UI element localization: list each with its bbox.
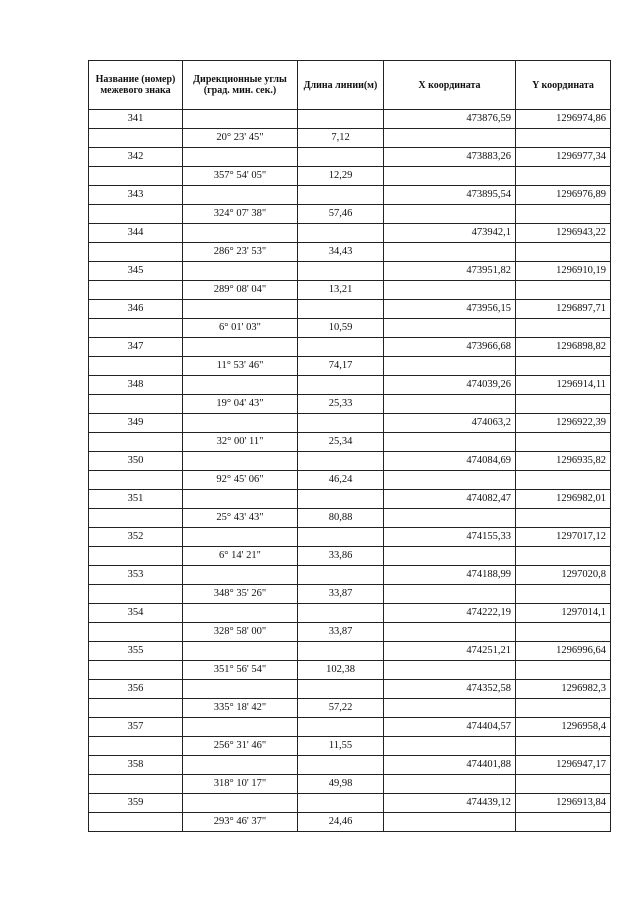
direction-angle-cell: 20° 23' 45" (183, 129, 298, 148)
x-coordinate-cell (384, 357, 516, 376)
table-row (89, 604, 611, 623)
line-length-cell (298, 528, 384, 547)
line-length-cell: 49,98 (298, 775, 384, 794)
mark-name-cell (89, 813, 183, 832)
table-body (89, 110, 611, 832)
x-coordinate-cell (384, 167, 516, 186)
x-coordinate-cell (384, 699, 516, 718)
line-length-cell: 33,87 (298, 585, 384, 604)
mark-name-cell: 358 (89, 756, 183, 775)
table-row (89, 490, 611, 509)
table-row (89, 319, 611, 338)
y-coordinate-cell: 1296943,22 (516, 224, 611, 243)
y-coordinate-cell: 1296974,86 (516, 110, 611, 129)
y-coordinate-cell: 1296982,01 (516, 490, 611, 509)
line-length-cell: 13,21 (298, 281, 384, 300)
direction-angle-cell (183, 452, 298, 471)
mark-name-cell: 343 (89, 186, 183, 205)
x-coordinate-cell (384, 813, 516, 832)
mark-name-cell: 347 (89, 338, 183, 357)
coordinates-table (88, 60, 611, 832)
table-row (89, 110, 611, 129)
x-coordinate-cell (384, 775, 516, 794)
table-row (89, 205, 611, 224)
line-length-cell (298, 338, 384, 357)
mark-name-cell (89, 737, 183, 756)
mark-name-cell (89, 319, 183, 338)
mark-name-cell: 342 (89, 148, 183, 167)
direction-angle-cell: 318° 10' 17" (183, 775, 298, 794)
line-length-cell: 25,34 (298, 433, 384, 452)
mark-name-cell: 353 (89, 566, 183, 585)
x-coordinate-cell: 474401,88 (384, 756, 516, 775)
x-coordinate-cell (384, 243, 516, 262)
mark-name-cell (89, 699, 183, 718)
x-coordinate-cell: 473966,68 (384, 338, 516, 357)
line-length-cell (298, 680, 384, 699)
mark-name-cell (89, 433, 183, 452)
x-coordinate-cell (384, 661, 516, 680)
direction-angle-cell (183, 300, 298, 319)
table-row (89, 509, 611, 528)
mark-name-cell: 359 (89, 794, 183, 813)
x-coordinate-cell: 473883,26 (384, 148, 516, 167)
header-y-coordinate: Y координата (516, 61, 611, 110)
y-coordinate-cell (516, 661, 611, 680)
y-coordinate-cell (516, 509, 611, 528)
x-coordinate-cell (384, 737, 516, 756)
y-coordinate-cell: 1296914,11 (516, 376, 611, 395)
y-coordinate-cell: 1296910,19 (516, 262, 611, 281)
line-length-cell: 33,86 (298, 547, 384, 566)
line-length-cell (298, 718, 384, 737)
line-length-cell (298, 604, 384, 623)
x-coordinate-cell: 474082,47 (384, 490, 516, 509)
y-coordinate-cell: 1296898,82 (516, 338, 611, 357)
x-coordinate-cell: 474352,58 (384, 680, 516, 699)
mark-name-cell: 349 (89, 414, 183, 433)
direction-angle-cell (183, 224, 298, 243)
y-coordinate-cell: 1296947,17 (516, 756, 611, 775)
direction-angle-cell: 6° 14' 21" (183, 547, 298, 566)
y-coordinate-cell: 1296897,71 (516, 300, 611, 319)
line-length-cell: 46,24 (298, 471, 384, 490)
table-row (89, 300, 611, 319)
table-row (89, 680, 611, 699)
table-row (89, 642, 611, 661)
y-coordinate-cell (516, 433, 611, 452)
line-length-cell: 11,55 (298, 737, 384, 756)
table-row (89, 623, 611, 642)
mark-name-cell: 351 (89, 490, 183, 509)
header-mark-name: Название (номер) межевого знака (89, 61, 183, 110)
table-row (89, 547, 611, 566)
x-coordinate-cell (384, 585, 516, 604)
y-coordinate-cell (516, 585, 611, 604)
x-coordinate-cell: 473876,59 (384, 110, 516, 129)
y-coordinate-cell (516, 813, 611, 832)
y-coordinate-cell (516, 319, 611, 338)
y-coordinate-cell: 1296976,89 (516, 186, 611, 205)
line-length-cell: 102,38 (298, 661, 384, 680)
x-coordinate-cell (384, 509, 516, 528)
x-coordinate-cell: 474063,2 (384, 414, 516, 433)
line-length-cell (298, 642, 384, 661)
direction-angle-cell (183, 604, 298, 623)
table-row (89, 566, 611, 585)
table-row (89, 471, 611, 490)
direction-angle-cell: 256° 31' 46" (183, 737, 298, 756)
line-length-cell (298, 262, 384, 281)
direction-angle-cell: 289° 08' 04" (183, 281, 298, 300)
direction-angle-cell: 11° 53' 46" (183, 357, 298, 376)
y-coordinate-cell (516, 623, 611, 642)
mark-name-cell: 350 (89, 452, 183, 471)
line-length-cell: 12,29 (298, 167, 384, 186)
direction-angle-cell: 92° 45' 06" (183, 471, 298, 490)
line-length-cell (298, 224, 384, 243)
y-coordinate-cell (516, 281, 611, 300)
direction-angle-cell (183, 338, 298, 357)
direction-angle-cell (183, 186, 298, 205)
direction-angle-cell: 335° 18' 42" (183, 699, 298, 718)
y-coordinate-cell (516, 775, 611, 794)
direction-angle-cell (183, 680, 298, 699)
x-coordinate-cell (384, 471, 516, 490)
direction-angle-cell: 357° 54' 05" (183, 167, 298, 186)
mark-name-cell: 352 (89, 528, 183, 547)
line-length-cell: 74,17 (298, 357, 384, 376)
y-coordinate-cell: 1296977,34 (516, 148, 611, 167)
mark-name-cell (89, 281, 183, 300)
line-length-cell: 25,33 (298, 395, 384, 414)
y-coordinate-cell (516, 357, 611, 376)
x-coordinate-cell (384, 281, 516, 300)
y-coordinate-cell: 1296913,84 (516, 794, 611, 813)
table-row (89, 528, 611, 547)
x-coordinate-cell: 474439,12 (384, 794, 516, 813)
x-coordinate-cell: 474039,26 (384, 376, 516, 395)
table-row (89, 395, 611, 414)
direction-angle-cell: 348° 35' 26" (183, 585, 298, 604)
direction-angle-cell: 351° 56' 54" (183, 661, 298, 680)
y-coordinate-cell (516, 395, 611, 414)
line-length-cell: 7,12 (298, 129, 384, 148)
mark-name-cell (89, 775, 183, 794)
direction-angle-cell: 25° 43' 43" (183, 509, 298, 528)
direction-angle-cell (183, 566, 298, 585)
table-row (89, 585, 611, 604)
x-coordinate-cell (384, 395, 516, 414)
y-coordinate-cell: 1296996,64 (516, 642, 611, 661)
header-x-coordinate: X координата (384, 61, 516, 110)
x-coordinate-cell (384, 623, 516, 642)
y-coordinate-cell: 1296958,4 (516, 718, 611, 737)
y-coordinate-cell: 1297017,12 (516, 528, 611, 547)
direction-angle-cell (183, 794, 298, 813)
y-coordinate-cell (516, 547, 611, 566)
mark-name-cell: 348 (89, 376, 183, 395)
line-length-cell (298, 186, 384, 205)
y-coordinate-cell: 1297020,8 (516, 566, 611, 585)
header-direction-angle: Дирекционные углы (град. мин. сек.) (183, 61, 298, 110)
mark-name-cell (89, 243, 183, 262)
table-row (89, 186, 611, 205)
x-coordinate-cell: 473895,54 (384, 186, 516, 205)
y-coordinate-cell: 1296982,3 (516, 680, 611, 699)
x-coordinate-cell (384, 205, 516, 224)
mark-name-cell (89, 471, 183, 490)
x-coordinate-cell (384, 129, 516, 148)
x-coordinate-cell: 474155,33 (384, 528, 516, 547)
x-coordinate-cell: 473956,15 (384, 300, 516, 319)
mark-name-cell: 357 (89, 718, 183, 737)
mark-name-cell (89, 547, 183, 566)
table-row (89, 224, 611, 243)
line-length-cell: 57,46 (298, 205, 384, 224)
line-length-cell: 33,87 (298, 623, 384, 642)
line-length-cell (298, 148, 384, 167)
y-coordinate-cell: 1297014,1 (516, 604, 611, 623)
direction-angle-cell (183, 110, 298, 129)
mark-name-cell (89, 167, 183, 186)
table-row (89, 794, 611, 813)
table-row (89, 737, 611, 756)
mark-name-cell (89, 623, 183, 642)
table-row (89, 661, 611, 680)
direction-angle-cell (183, 148, 298, 167)
mark-name-cell: 354 (89, 604, 183, 623)
mark-name-cell: 356 (89, 680, 183, 699)
y-coordinate-cell: 1296935,82 (516, 452, 611, 471)
line-length-cell (298, 414, 384, 433)
x-coordinate-cell (384, 547, 516, 566)
table-row (89, 756, 611, 775)
table-row (89, 452, 611, 471)
direction-angle-cell: 19° 04' 43" (183, 395, 298, 414)
direction-angle-cell: 286° 23' 53" (183, 243, 298, 262)
direction-angle-cell (183, 262, 298, 281)
table-row (89, 148, 611, 167)
x-coordinate-cell: 474188,99 (384, 566, 516, 585)
x-coordinate-cell: 474404,57 (384, 718, 516, 737)
line-length-cell (298, 300, 384, 319)
x-coordinate-cell (384, 433, 516, 452)
direction-angle-cell (183, 756, 298, 775)
line-length-cell (298, 756, 384, 775)
mark-name-cell (89, 661, 183, 680)
direction-angle-cell: 6° 01' 03" (183, 319, 298, 338)
y-coordinate-cell (516, 129, 611, 148)
table-row (89, 129, 611, 148)
direction-angle-cell (183, 414, 298, 433)
y-coordinate-cell (516, 699, 611, 718)
direction-angle-cell: 324° 07' 38" (183, 205, 298, 224)
mark-name-cell (89, 129, 183, 148)
mark-name-cell (89, 205, 183, 224)
direction-angle-cell (183, 490, 298, 509)
line-length-cell: 80,88 (298, 509, 384, 528)
table-row (89, 357, 611, 376)
table-row (89, 414, 611, 433)
direction-angle-cell (183, 642, 298, 661)
line-length-cell (298, 490, 384, 509)
line-length-cell (298, 566, 384, 585)
x-coordinate-cell: 474222,19 (384, 604, 516, 623)
line-length-cell (298, 794, 384, 813)
mark-name-cell: 344 (89, 224, 183, 243)
mark-name-cell (89, 357, 183, 376)
direction-angle-cell (183, 376, 298, 395)
mark-name-cell: 341 (89, 110, 183, 129)
x-coordinate-cell: 474251,21 (384, 642, 516, 661)
line-length-cell: 57,22 (298, 699, 384, 718)
x-coordinate-cell: 473951,82 (384, 262, 516, 281)
table-row (89, 376, 611, 395)
y-coordinate-cell (516, 471, 611, 490)
table-row (89, 338, 611, 357)
table-row (89, 718, 611, 737)
x-coordinate-cell (384, 319, 516, 338)
table-header-row (89, 61, 611, 110)
table-row (89, 281, 611, 300)
direction-angle-cell (183, 528, 298, 547)
table-row (89, 262, 611, 281)
table-row (89, 243, 611, 262)
line-length-cell: 34,43 (298, 243, 384, 262)
mark-name-cell (89, 585, 183, 604)
y-coordinate-cell (516, 205, 611, 224)
mark-name-cell: 345 (89, 262, 183, 281)
table-row (89, 167, 611, 186)
mark-name-cell (89, 395, 183, 414)
line-length-cell (298, 452, 384, 471)
line-length-cell: 10,59 (298, 319, 384, 338)
table-row (89, 813, 611, 832)
direction-angle-cell: 328° 58' 00" (183, 623, 298, 642)
table-row (89, 699, 611, 718)
x-coordinate-cell: 473942,1 (384, 224, 516, 243)
x-coordinate-cell: 474084,69 (384, 452, 516, 471)
direction-angle-cell: 32° 00' 11" (183, 433, 298, 452)
mark-name-cell: 346 (89, 300, 183, 319)
table-row (89, 433, 611, 452)
line-length-cell (298, 110, 384, 129)
y-coordinate-cell: 1296922,39 (516, 414, 611, 433)
header-line-length: Длина линии(м) (298, 61, 384, 110)
mark-name-cell: 355 (89, 642, 183, 661)
mark-name-cell (89, 509, 183, 528)
direction-angle-cell: 293° 46' 37" (183, 813, 298, 832)
direction-angle-cell (183, 718, 298, 737)
line-length-cell: 24,46 (298, 813, 384, 832)
line-length-cell (298, 376, 384, 395)
y-coordinate-cell (516, 243, 611, 262)
y-coordinate-cell (516, 737, 611, 756)
y-coordinate-cell (516, 167, 611, 186)
table-row (89, 775, 611, 794)
